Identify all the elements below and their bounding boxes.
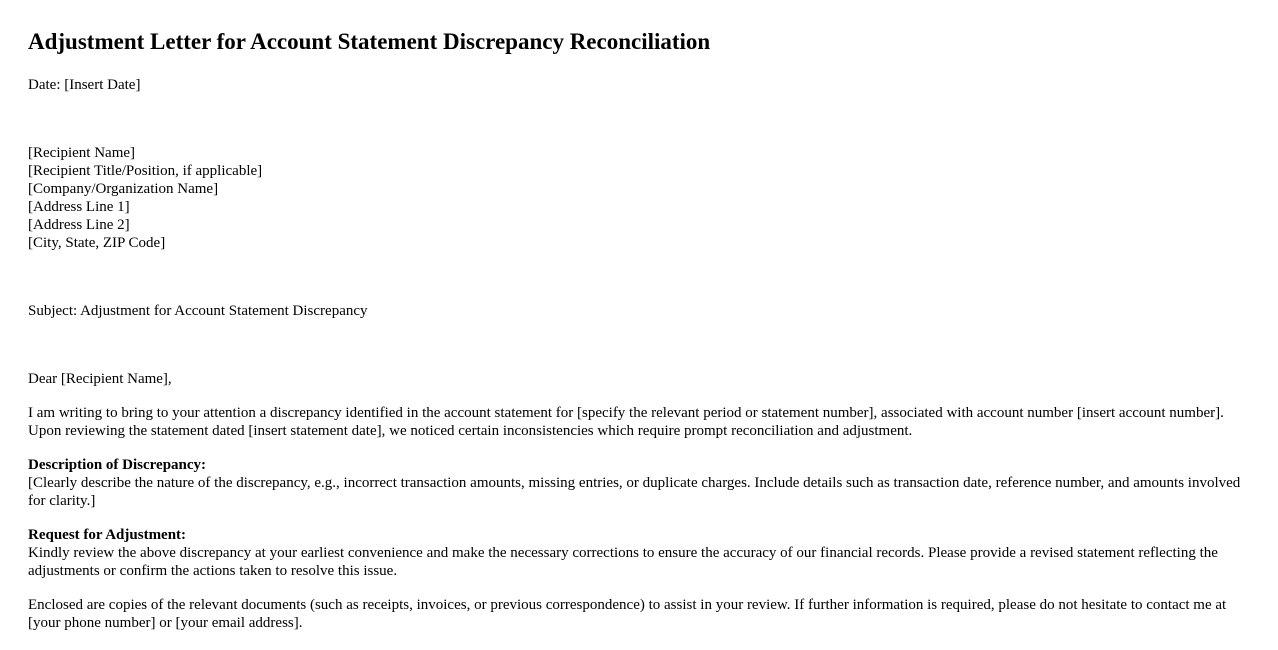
recipient-city-state-zip: [City, State, ZIP Code] <box>28 235 166 251</box>
letter-title: Adjustment Letter for Account Statement Discrepancy Reconciliation <box>28 29 711 54</box>
description-heading: Description of Discrepancy: <box>28 457 207 473</box>
intro-paragraph: I am writing to bring to your attention a discrepancy identified in the account statement for [specify the relevant period or statement number], associated with account number [insert account number]. Upon reviewing the statement dated [insert statement date], we noticed certain inconsistencies which require prompt reconciliation and adjustment. <box>28 405 1224 439</box>
subject-line: Subject: Adjustment for Account Statement Discrepancy <box>28 303 368 319</box>
description-text: [Clearly describe the nature of the discrepancy, e.g., incorrect transaction amounts, missing entries, or duplicate charges. Include details such as transaction date, reference number, and amounts involved for clarity.] <box>28 475 1241 509</box>
recipient-address-block <box>28 144 1250 252</box>
salutation: Dear [Recipient Name], <box>28 371 172 387</box>
recipient-name: [Recipient Name] <box>28 145 136 161</box>
recipient-address-line-1: [Address Line 1] <box>28 199 130 215</box>
request-section <box>28 526 1250 580</box>
recipient-address-line-2: [Address Line 2] <box>28 217 130 233</box>
request-heading: Request for Adjustment: <box>28 527 187 543</box>
description-section <box>28 456 1250 510</box>
recipient-company: [Company/Organization Name] <box>28 181 219 197</box>
request-text: Kindly review the above discrepancy at your earliest convenience and make the necessary corrections to ensure the accuracy of our financial records. Please provide a revised statement reflecting the adjustments or confirm the actions taken to resolve this issue. <box>28 545 1218 579</box>
recipient-title: [Recipient Title/Position, if applicable] <box>28 163 263 179</box>
enclosure-paragraph: Enclosed are copies of the relevant documents (such as receipts, invoices, or previous correspondence) to assist in your review. If further information is required, please do not hesitate to contact me at [your phone number] or [your email address]. <box>28 597 1227 631</box>
date-line: Date: [Insert Date] <box>28 77 141 93</box>
